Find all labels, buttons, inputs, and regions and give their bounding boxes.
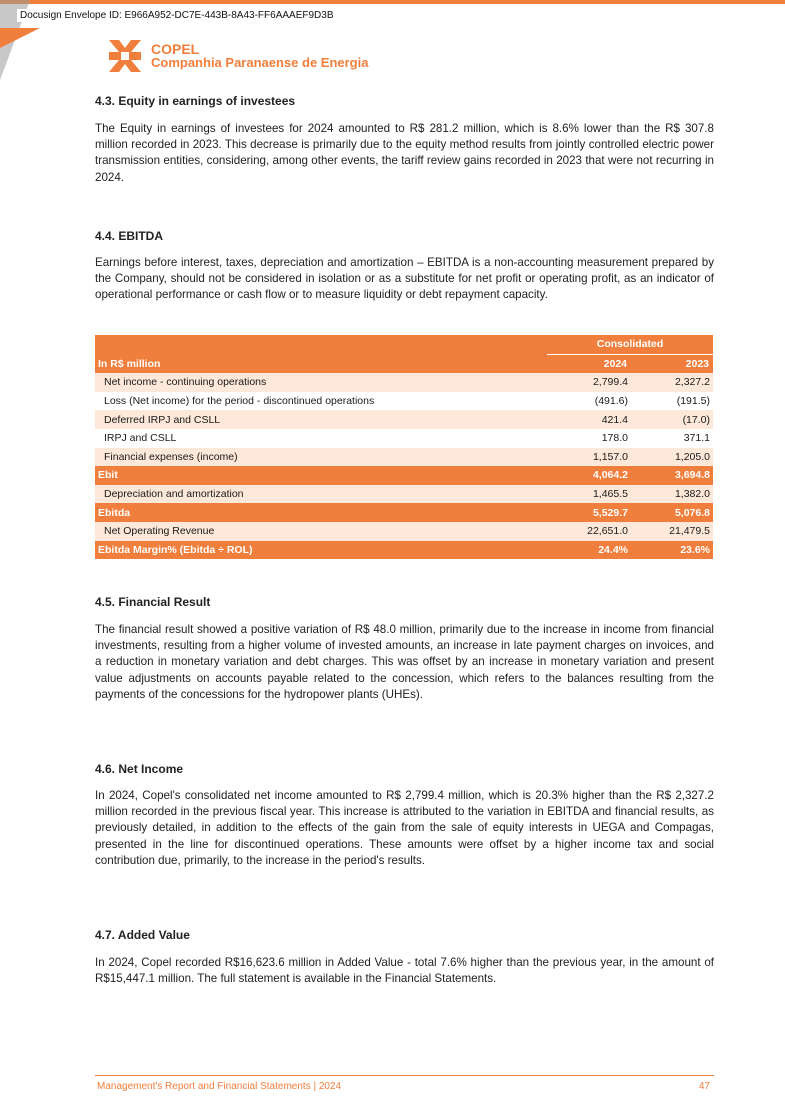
- table-group-header: Consolidated: [547, 335, 713, 354]
- table-row: Net income - continuing operations 2,799.4 2,327.2: [95, 373, 713, 392]
- section-title-financial-result: 4.5. Financial Result: [95, 595, 211, 609]
- table-row: Deferred IRPJ and CSLL 421.4 (17.0): [95, 410, 713, 429]
- copel-logo-icon: [107, 38, 143, 74]
- company-logo: [107, 38, 368, 74]
- footer-divider: [95, 1075, 714, 1076]
- table-row: IRPJ and CSLL 178.0 371.1: [95, 429, 713, 448]
- page-number: 47: [698, 1081, 710, 1092]
- section-text-equity: The Equity in earnings of investees for 2024 amounted to R$ 281.2 million, which is 8.6% lower than the R$ 307.8 million recorded in 2023. This decrease is primarily due to the equity method results from jointly controlled electric power transmission entities, considering, among other events, the tariff review gains recorded in 2023 that were not recurring in 2024.: [95, 122, 714, 184]
- top-accent-bar: [0, 0, 785, 4]
- section-title-ebitda: 4.4. EBITDA: [95, 229, 164, 243]
- table-row: Financial expenses (income) 1,157.0 1,205.0: [95, 448, 713, 467]
- table-row: Loss (Net income) for the period - discontinued operations (491.6) (191.5): [95, 392, 713, 411]
- section-title-net-income: 4.6. Net Income: [95, 762, 184, 776]
- section-text-ebitda: Earnings before interest, taxes, depreciation and amortization – EBITDA is a non-accounting measurement prepared by the Company, should not be considered in isolation or as a substitute for net profit or operating profit, as an indicator of operational performance or cash flow or to measure liquidity or debt repayment capacity.: [95, 256, 714, 302]
- corner-decoration-accent: [0, 28, 40, 48]
- table-row-ebit: Ebit 4,064.2 3,694.8: [95, 466, 713, 485]
- envelope-id: Docusign Envelope ID: E966A952-DC7E-443B-8A43-FF6AAAEF9D3B: [17, 9, 337, 22]
- table-row: Depreciation and amortization 1,465.5 1,382.0: [95, 485, 713, 504]
- table-unit-label: In R$ million: [95, 354, 547, 373]
- ebitda-table: [95, 335, 713, 559]
- table-row-ebitda-margin: Ebitda Margin% (Ebitda ÷ ROL) 24.4% 23.6%: [95, 541, 713, 560]
- table-row-ebitda: Ebitda 5,529.7 5,076.8: [95, 503, 713, 522]
- table-row: Net Operating Revenue 22,651.0 21,479.5: [95, 522, 713, 541]
- table-col-2024: 2024: [547, 354, 631, 373]
- footer-title: Management's Report and Financial Statements | 2024: [97, 1081, 342, 1092]
- section-text-financial-result: The financial result showed a positive variation of R$ 48.0 million, primarily due to the increase in income from financial investments, resulting from a higher volume of invested amounts, an increase in late payment charges on invoices, and a reduction in monetary variation and debt charges. This was offset by an increase in monetary variation and present value adjustments on accounts payable related to the concession, which refers to the balances resulting from the payments of the concessions for the hydropower plants (UHEs).: [95, 623, 714, 701]
- section-text-added-value: In 2024, Copel recorded R$16,623.6 million in Added Value - total 7.6% higher than the previous year, in the amount of R$15,447.1 million. The full statement is available in the Financial Statements.: [95, 956, 714, 986]
- logo-full-name: Companhia Paranaense de Energia: [151, 55, 369, 70]
- section-title-equity: 4.3. Equity in earnings of investees: [95, 94, 296, 108]
- section-title-added-value: 4.7. Added Value: [95, 928, 190, 942]
- table-col-2023: 2023: [631, 354, 713, 373]
- logo-name: COPEL: [151, 41, 200, 57]
- section-text-net-income: In 2024, Copel's consolidated net income amounted to R$ 2,799.4 million, which is 20.3% higher than the R$ 2,327.2 million recorded in the previous fiscal year. This increase is attributed to the variation in EBITDA and financial results, as previously detailed, in addition to the effects of the gain from the sale of equity interests in UEGA and Compagas, presented in the line for discontinued operations. These amounts were offset by a higher income tax and social contribution due, primarily, to the increase in the period's results.: [95, 789, 714, 867]
